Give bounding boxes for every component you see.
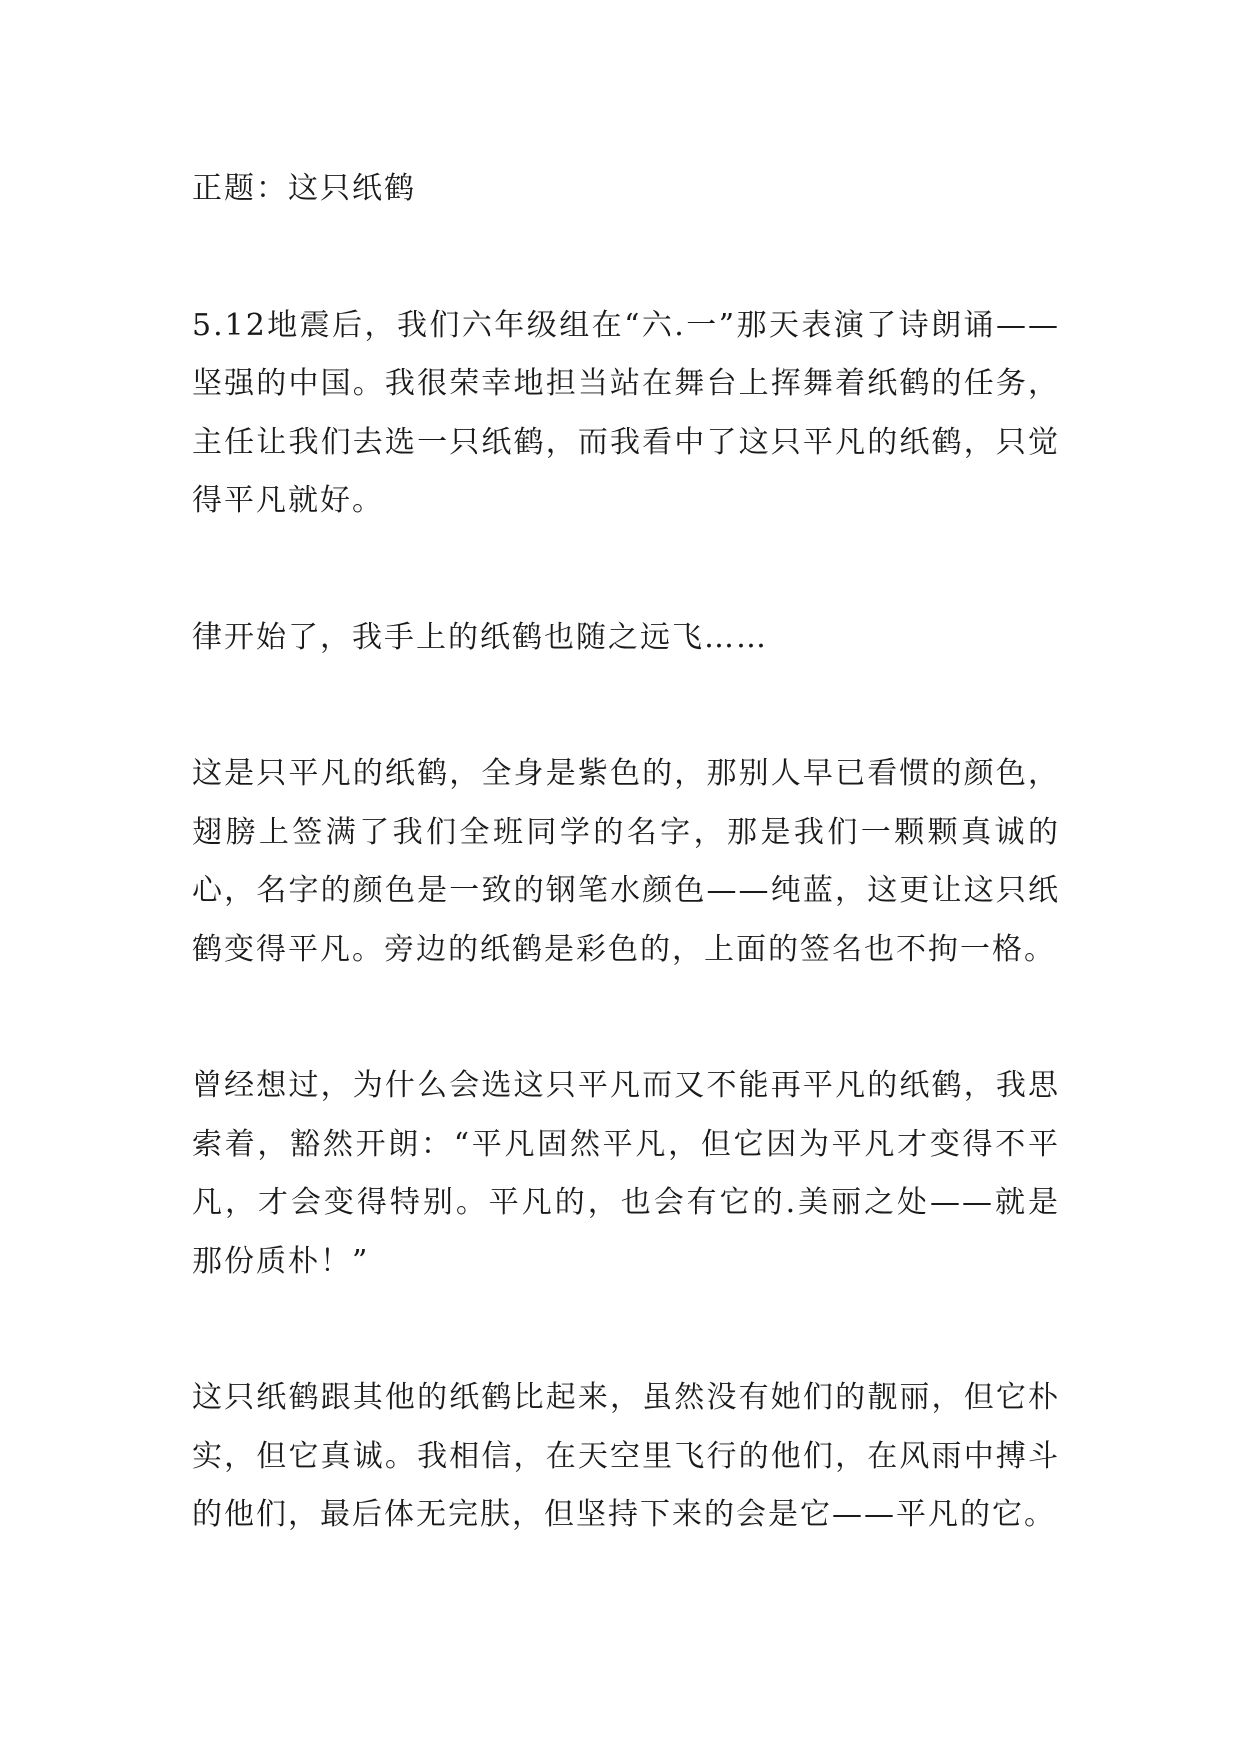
paragraph-2: 律开始了，我手上的纸鹤也随之远飞…… xyxy=(192,619,768,655)
paragraph-1: 5.12地震后，我们六年级组在“六.一”那天表演了诗朗诵——坚强的中国。我很荣幸地担当站在舞台上挥舞着纸鹤的任务，主任让我们去选一只纸鹤，而我看中了这只平凡的纸鹤，只觉得平凡就好。 xyxy=(192,307,1060,518)
document-body xyxy=(192,160,1060,1545)
paragraph-5: 这只纸鹤跟其他的纸鹤比起来，虽然没有她们的靓丽，但它朴实，但它真诚。我相信，在天空里飞行的他们，在风雨中搏斗的他们，最后体无完肤，但坚持下来的会是它——平凡的它。 xyxy=(192,1380,1060,1532)
document-title: 正题：这只纸鹤 xyxy=(192,171,416,206)
paragraph-4: 曾经想过，为什么会选这只平凡而又不能再平凡的纸鹤，我思索着，豁然开朗：“平凡固然平凡，但它因为平凡才变得不平凡，才会变得特别。平凡的，也会有它的.美丽之处——就是那份质朴！” xyxy=(192,1068,1060,1279)
paragraph-3: 这是只平凡的纸鹤，全身是紫色的，那别人早已看惯的颜色，翅膀上签满了我们全班同学的名字，那是我们一颗颗真诚的心，名字的颜色是一致的钢笔水颜色——纯蓝，这更让这只纸鹤变得平凡。旁边的纸鹤是彩色的，上面的签名也不拘一格。 xyxy=(192,756,1060,967)
